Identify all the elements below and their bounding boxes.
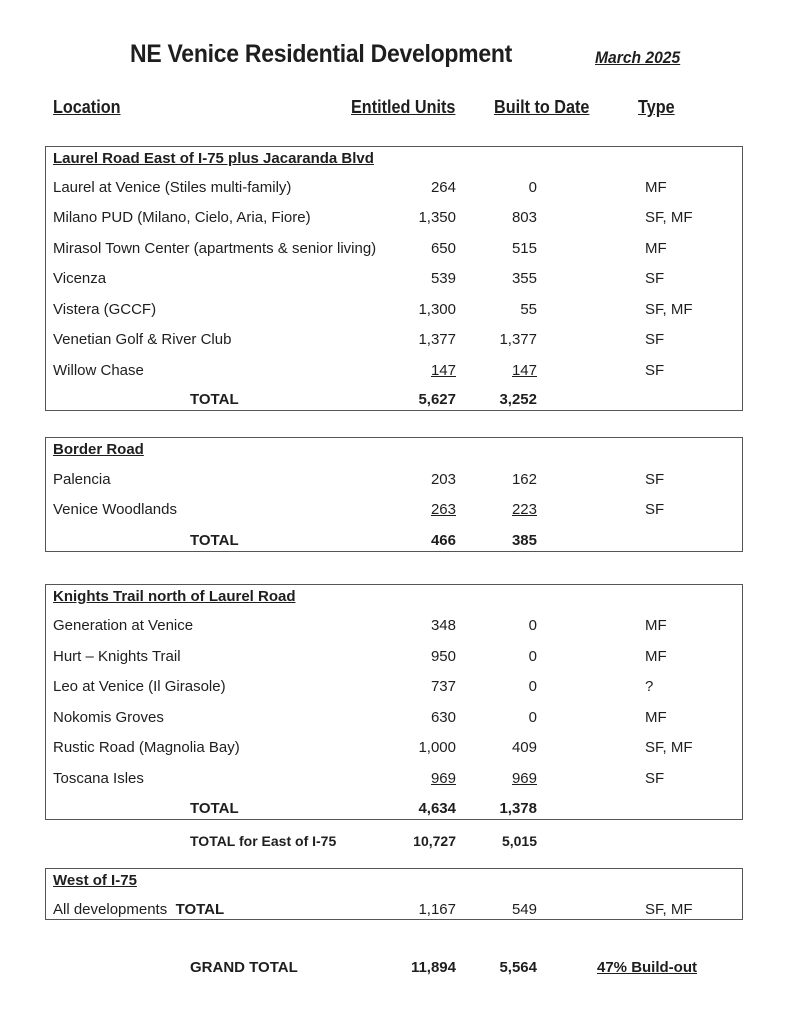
section-title: West of I-75 [53, 872, 137, 889]
total-label: TOTAL [190, 532, 239, 549]
row-type: SF [645, 331, 665, 348]
row-name: Hurt – Knights Trail [53, 648, 181, 665]
row-entitled-value: 263 [430, 501, 456, 518]
column-header-type: Type [638, 97, 675, 117]
row-total-label: TOTAL [175, 901, 225, 918]
row-built: 0 [528, 709, 537, 726]
document-date: March 2025 [595, 48, 681, 67]
row-built [457, 770, 537, 787]
row-type: MF [645, 617, 667, 634]
section-title: Border Road [53, 441, 144, 458]
column-header-location: Location [53, 97, 121, 117]
row-name: Nokomis Groves [53, 709, 164, 726]
section-title: Laurel Road East of I-75 plus Jacaranda Blvd [53, 150, 374, 167]
row-entitled [376, 362, 456, 379]
row-built: 803 [511, 209, 537, 226]
row-type: SF [645, 270, 665, 287]
row-built: 515 [511, 240, 537, 257]
row-type: SF, MF [645, 301, 693, 318]
row-built: 409 [511, 739, 537, 756]
row-entitled: 650 [430, 240, 456, 257]
row-built: 55 [520, 301, 537, 318]
row-entitled: 203 [430, 471, 456, 488]
row-type: SF, MF [645, 209, 693, 226]
row-entitled: 1,350 [418, 209, 456, 226]
row-entitled-value: 969 [430, 770, 456, 787]
row-type: SF [645, 471, 665, 488]
total-built: 3,252 [499, 391, 537, 408]
row-type: ? [645, 678, 654, 695]
row-entitled: 737 [430, 678, 456, 695]
row-built: 0 [528, 179, 537, 196]
row-type: SF [645, 362, 665, 379]
row-entitled: 630 [430, 709, 456, 726]
total-built: 1,378 [499, 800, 537, 817]
buildout-percent: 47% Build-out [597, 959, 697, 976]
east-total-label: TOTAL for East of I-75 [190, 833, 337, 849]
row-entitled: 1,377 [418, 331, 456, 348]
row-name: Vicenza [53, 270, 107, 287]
row-built-value: 969 [511, 770, 537, 787]
row-type: MF [645, 648, 667, 665]
row-built: 355 [511, 270, 537, 287]
east-total-entitled: 10,727 [413, 833, 456, 849]
row-entitled: 1,167 [418, 901, 456, 918]
row-built: 162 [511, 471, 537, 488]
total-label: TOTAL [190, 800, 239, 817]
row-entitled: 1,000 [418, 739, 456, 756]
total-entitled: 4,634 [418, 800, 456, 817]
row-name-text: All developments [53, 901, 168, 918]
grand-total-built: 5,564 [499, 959, 537, 976]
row-type: MF [645, 709, 667, 726]
row-built: 0 [528, 678, 537, 695]
east-total-built: 5,015 [501, 833, 537, 849]
row-built: 0 [528, 648, 537, 665]
total-label: TOTAL [190, 391, 239, 408]
row-built: 549 [511, 901, 537, 918]
row-type: SF [645, 501, 665, 518]
row-entitled [376, 501, 456, 518]
row-type: MF [645, 179, 667, 196]
row-built [457, 362, 537, 379]
grand-total-entitled: 11,894 [410, 959, 456, 976]
row-entitled-value: 147 [430, 362, 456, 379]
column-header-built-to-date: Built to Date [494, 97, 590, 117]
total-entitled: 466 [430, 532, 456, 549]
row-type: SF, MF [645, 901, 693, 918]
section-title: Knights Trail north of Laurel Road [53, 588, 296, 605]
row-built: 1,377 [499, 331, 537, 348]
row-name: Laurel at Venice (Stiles multi-family) [53, 179, 292, 196]
row-entitled: 950 [430, 648, 456, 665]
row-built [457, 501, 537, 518]
row-entitled: 264 [430, 179, 456, 196]
row-built-value: 147 [511, 362, 537, 379]
grand-total-label: GRAND TOTAL [190, 959, 298, 976]
column-header-entitled-units: Entitled Units [351, 97, 456, 117]
row-entitled [376, 770, 456, 787]
row-name: Generation at Venice [53, 617, 194, 634]
total-built: 385 [511, 532, 537, 549]
row-name: Toscana Isles [53, 770, 144, 787]
row-entitled: 348 [430, 617, 456, 634]
row-name: Venetian Golf & River Club [53, 331, 232, 348]
row-name: Venice Woodlands [53, 501, 177, 518]
row-name: Mirasol Town Center (apartments & senior living) [53, 240, 377, 257]
row-name: Rustic Road (Magnolia Bay) [53, 739, 240, 756]
row-entitled: 1,300 [418, 301, 456, 318]
row-name: Palencia [53, 471, 111, 488]
row-type: MF [645, 240, 667, 257]
row-type: SF [645, 770, 665, 787]
document-title: NE Venice Residential Development [130, 40, 513, 68]
row-name: Leo at Venice (Il Girasole) [53, 678, 226, 695]
row-name [53, 901, 224, 918]
row-name: Vistera (GCCF) [53, 301, 157, 318]
row-name: Willow Chase [53, 362, 144, 379]
row-entitled: 539 [430, 270, 456, 287]
row-name: Milano PUD (Milano, Cielo, Aria, Fiore) [53, 209, 311, 226]
row-type: SF, MF [645, 739, 693, 756]
total-entitled: 5,627 [418, 391, 456, 408]
row-built: 0 [528, 617, 537, 634]
row-built-value: 223 [511, 501, 537, 518]
